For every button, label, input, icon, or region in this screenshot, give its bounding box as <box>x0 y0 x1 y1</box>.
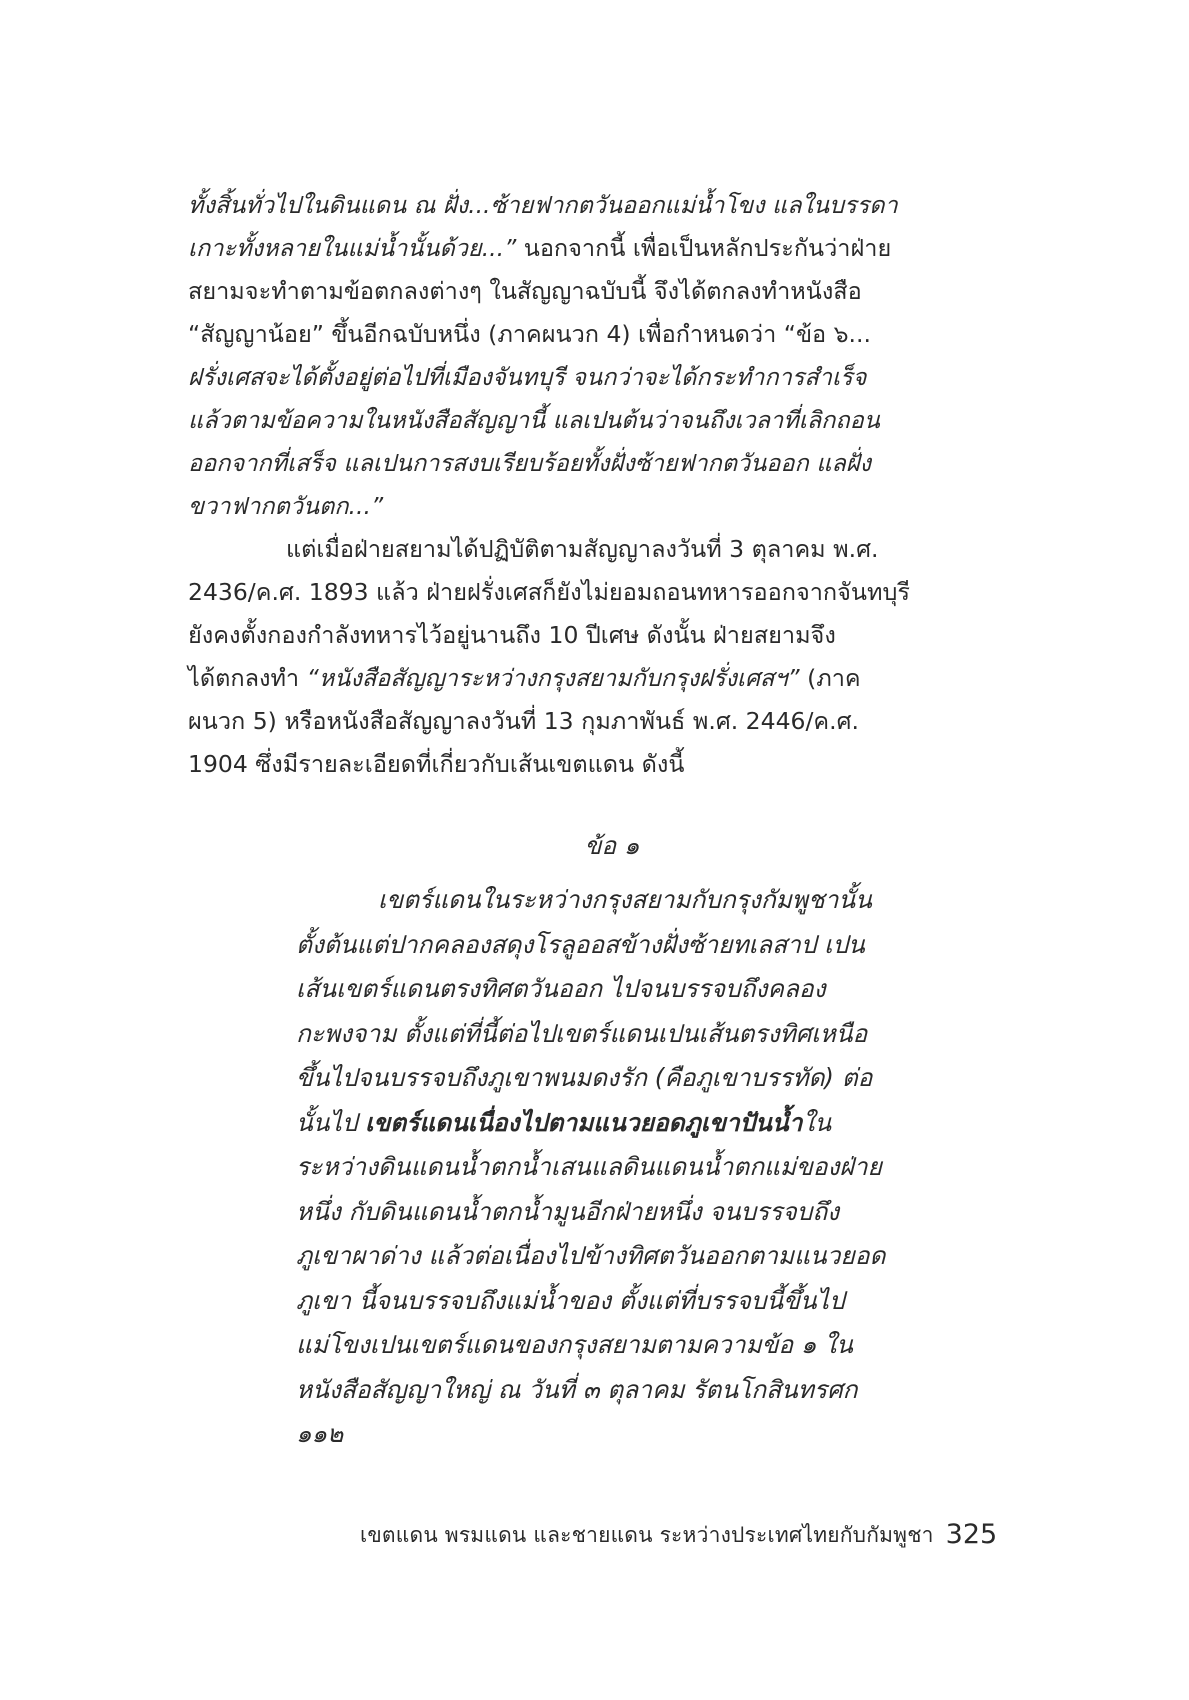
quote-line: ระหว่างดินแดนน้ำตกน้ำเสนแลดินแดนน้ำตกแม่ของฝ่าย <box>296 1152 882 1181</box>
quote-line: เส้นเขตร์แดนตรงทิศตวันออก ไปจนบรรจบถึงคลอง <box>296 974 826 1003</box>
text-line: ได้ตกลงทำ “หนังสือสัญญาระหว่างกรุงสยามกับกรุงฝรั่งเศสฯ” (ภาค <box>188 664 861 692</box>
quote-line: กะพงจาม ตั้งแต่ที่นี้ต่อไปเขตร์แดนเปนเส้นตรงทิศเหนือ <box>296 1018 868 1048</box>
article-quote-block <box>296 826 936 1457</box>
emphasis-watershed: เขตร์แดนเนื่องไปตามแนวยอดภูเขาปันน้ำ <box>365 1107 803 1137</box>
quote-line: นั้นไป เขตร์แดนเนื่องไปตามแนวยอดภูเขาปันน้ำใน <box>296 1107 832 1137</box>
quote-line: เขตร์แดนในระหว่างกรุงสยามกับกรุงกัมพูชานั้น <box>378 885 872 914</box>
text-line: แต่เมื่อฝ่ายสยามได้ปฏิบัติตามสัญญาลงวันที่ 3 ตุลาคม พ.ศ. <box>286 535 879 563</box>
quote-line: ตั้งต้นแต่ปากคลองสดุงโรลูออสข้างฝั่งซ้ายทเลสาป เปน <box>296 929 865 959</box>
text-line: 1904 ซึ่งมีรายละเอียดที่เกี่ยวกับเส้นเขตแดน ดังนี้ <box>188 750 685 778</box>
text-line: ทั้งสิ้นทั่วไปในดินแดน ณ ฝั่ง...ซ้ายฟากตวันออกแม่น้ำโขง แลในบรรดา <box>188 191 898 219</box>
treaty-title: “หนังสือสัญญาระหว่างกรุงสยามกับกรุงฝรั่งเศสฯ” <box>306 664 800 692</box>
quote-line: หนังสือสัญญาใหญ่ ณ วันที่ ๓ ตุลาคม รัตนโกสินทรศก <box>296 1374 858 1404</box>
text-line: สยามจะทำตามข้อตกลงต่างๆ ในสัญญาฉบับนี้ จึงได้ตกลงทำหนังสือ <box>188 277 862 305</box>
paragraph-treaty-1904 <box>188 528 988 786</box>
quote-line: หนึ่ง กับดินแดนน้ำตกน้ำมูนอีกฝ่ายหนึ่ง จนบรรจบถึง <box>296 1196 840 1226</box>
quote-line: ภูเขาผาด่าง แล้วต่อเนื่องไปข้างทิศตวันออกตามแนวยอด <box>296 1241 886 1270</box>
text-line: ขวาฟากตวันตก...” <box>188 492 384 520</box>
page-footer <box>360 1515 998 1555</box>
quote-line: แม่โขงเปนเขตร์แดนของกรุงสยามตามความข้อ ๑ ใน <box>296 1330 853 1359</box>
text-line: ออกจากที่เสร็จ แลเปนการสงบเรียบร้อยทั้งฝั่งซ้ายฟากตวันออก แลฝั่ง <box>188 449 871 477</box>
text-line: ฝรั่งเศสจะได้ตั้งอยู่ต่อไปที่เมืองจันทบุรี จนกว่าจะได้กระทำการสำเร็จ <box>188 363 867 391</box>
text-line: 2436/ค.ศ. 1893 แล้ว ฝ่ายฝรั่งเศสก็ยังไม่ยอมถอนทหารออกจากจันทบุรี <box>188 578 911 606</box>
page-number: 325 <box>945 1519 998 1550</box>
text-line: “สัญญาน้อย” ขึ้นอีกฉบับหนึ่ง (ภาคผนวก 4) เพื่อกำหนดว่า “ข้อ ๖... <box>188 320 871 348</box>
quote-line: ภูเขา นี้จนบรรจบถึงแม่น้ำของ ตั้งแต่ที่บรรจบนี้ขึ้นไป <box>296 1285 845 1315</box>
quote-line: ๑๑๒ <box>296 1419 344 1448</box>
article-heading: ข้อ ๑ <box>584 831 640 860</box>
text-line: เกาะทั้งหลายในแม่น้ำนั้นด้วย...” นอกจากนี้ เพื่อเป็นหลักประกันว่าฝ่าย <box>188 234 892 262</box>
running-title: เขตแดน พรมแดน และชายแดน ระหว่างประเทศไทยกับกัมพูชา <box>360 1523 934 1547</box>
paragraph-quote-continuation <box>188 184 988 528</box>
text-line: แล้วตามข้อความในหนังสือสัญญานี้ แลเปนต้นว่าจนถึงเวลาที่เลิกถอน <box>188 406 880 434</box>
text-line: ยังคงตั้งกองกำลังทหารไว้อยู่นานถึง 10 ปีเศษ ดังนั้น ฝ่ายสยามจึง <box>188 621 836 649</box>
quote-line: ขึ้นไปจนบรรจบถึงภูเขาพนมดงรัก (คือภูเขาบรรทัด) ต่อ <box>296 1063 873 1092</box>
text-line: ผนวก 5) หรือหนังสือสัญญาลงวันที่ 13 กุมภาพันธ์ พ.ศ. 2446/ค.ศ. <box>188 707 859 735</box>
